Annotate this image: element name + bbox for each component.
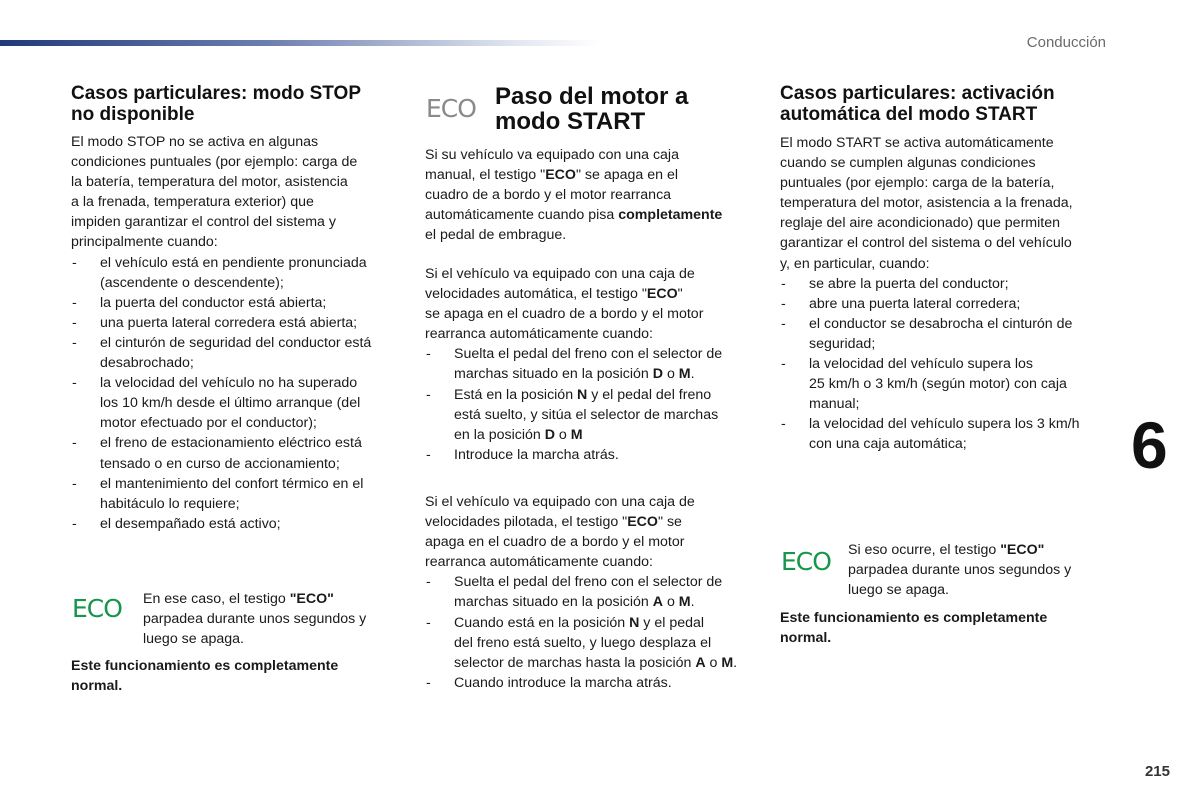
list-item: - la puerta del conductor está abierta; bbox=[71, 293, 401, 313]
col3-condition-list bbox=[780, 274, 1110, 455]
col2-piloted-list bbox=[425, 572, 755, 693]
col3-intro-line: y, en particular, cuando: bbox=[780, 255, 930, 272]
col3-intro-line: garantizar el control del sistema o del vehículo bbox=[780, 235, 1072, 252]
list-item: - el conductor se desabrocha el cinturón de seguridad; bbox=[780, 314, 1110, 354]
col2-automatic-paragraph: Si el vehículo va equipado con una caja de velocidades automática, el testigo "ECO" se apaga en el cuadro de a bordo y el motor rearranca automáticamente cuando: - Suelta el pedal del freno con el selector de marchas situado en la posición D o M. - Está en la posición N y el pedal del freno está suelto, y sitúa el selector de marchas en la posición D o M - Introduce la marcha atrás. bbox=[425, 264, 755, 465]
chapter-number: 6 bbox=[1131, 408, 1168, 482]
list-item: - Cuando está en la posición N y el pedal del freno está suelto, y luego desplaza el selector de marchas hasta la posición A o M. bbox=[425, 613, 755, 673]
col1-intro-line: a la frenada, temperatura exterior) que bbox=[71, 194, 314, 211]
col2-piloted-paragraph: Si el vehículo va equipado con una caja de velocidades pilotada, el testigo "ECO" se apaga en el cuadro de a bordo y el motor rearranca automáticamente cuando: - Suelta el pedal del freno con el selector de marchas situado en la posición A o M. - Cuando está en la posición N y el pedal del freno está suelto, y luego desplaza el selector de marchas hasta la posición A o M. - Cuando introduce la marcha atrás. bbox=[425, 492, 755, 693]
list-item: - la velocidad del vehículo supera los 25 km/h o 3 km/h (según motor) con caja manual; bbox=[780, 354, 1110, 414]
col3-intro-line: reglaje del aire acondicionado) que permiten bbox=[780, 215, 1060, 232]
col2-manual-paragraph: Si su vehículo va equipado con una caja manual, el testigo "ECO" se apaga en el cuadro de a bordo y el motor rearranca automáticamente cuando pisa completamente el pedal de embrague. bbox=[425, 147, 723, 244]
col2-heading bbox=[495, 84, 765, 134]
col3-normal-note: Este funcionamiento es completamente normal. bbox=[780, 610, 1048, 647]
list-item: - Introduce la marcha atrás. bbox=[425, 445, 755, 465]
col3-title-line2: automática del modo START bbox=[780, 104, 1038, 125]
col1-intro bbox=[71, 132, 401, 534]
eco-green-icon: ECO bbox=[781, 547, 831, 576]
col1-normal-note: Este funcionamiento es completamente normal. bbox=[71, 658, 339, 695]
col3-heading bbox=[780, 83, 1110, 125]
page-number: 215 bbox=[1144, 763, 1170, 780]
col1-intro-line: condiciones puntuales (por ejemplo: carga de bbox=[71, 154, 358, 171]
list-item: - la velocidad del vehículo supera los 3 km/h con una caja automática; bbox=[780, 414, 1110, 454]
col3-eco-note: Si eso ocurre, el testigo "ECO" parpadea durante unos segundos y luego se apaga. bbox=[848, 542, 1072, 599]
list-item: - el vehículo está en pendiente pronunciada (ascendente o descendente); bbox=[71, 253, 401, 293]
list-item: - se abre la puerta del conductor; bbox=[780, 274, 1110, 294]
col1-title-line2: no disponible bbox=[71, 104, 195, 125]
col1-title-line1: Casos particulares: modo STOP bbox=[71, 83, 362, 104]
list-item: - Suelta el pedal del freno con el selector de marchas situado en la posición A o M. bbox=[425, 572, 755, 612]
col1-condition-list bbox=[71, 253, 401, 534]
list-item: - Cuando introduce la marcha atrás. bbox=[425, 673, 755, 693]
list-item: - el mantenimiento del confort térmico en el habitáculo lo requiere; bbox=[71, 474, 401, 514]
col3-title-line1: Casos particulares: activación bbox=[780, 83, 1055, 104]
col1-intro-line: impiden garantizar el control del sistema y bbox=[71, 214, 336, 231]
col2-automatic-list bbox=[425, 344, 755, 465]
col2-title-line2: modo START bbox=[495, 108, 646, 135]
col3-intro-line: puntuales (por ejemplo: carga de la batería, bbox=[780, 175, 1055, 192]
eco-grey-icon: ECO bbox=[426, 94, 476, 123]
col1-eco-note: En ese caso, el testigo "ECO" parpadea durante unos segundos y luego se apaga. bbox=[143, 591, 367, 648]
col1-heading bbox=[71, 83, 401, 125]
list-item: - el cinturón de seguridad del conductor está desabrochado; bbox=[71, 333, 401, 373]
list-item: - el freno de estacionamiento eléctrico está tensado o en curso de accionamiento; bbox=[71, 433, 401, 473]
section-title: Conducción bbox=[1026, 34, 1106, 51]
col3-intro-line: temperatura del motor, asistencia a la frenada, bbox=[780, 195, 1073, 212]
list-item: - una puerta lateral corredera está abierta; bbox=[71, 313, 401, 333]
col3-intro-line: El modo START se activa automáticamente bbox=[780, 135, 1054, 151]
col1-intro-line: la batería, temperatura del motor, asistencia bbox=[71, 174, 348, 191]
eco-green-icon: ECO bbox=[72, 594, 122, 623]
list-item: - Está en la posición N y el pedal del freno está suelto, y sitúa el selector de marchas en la posición D o M bbox=[425, 385, 755, 445]
col2-title-line1: Paso del motor a bbox=[495, 83, 689, 110]
col1-intro-line: principalmente cuando: bbox=[71, 234, 218, 251]
col3-intro bbox=[780, 133, 1110, 455]
header-accent-bar bbox=[0, 40, 600, 46]
col1-intro-line: El modo STOP no se activa en algunas bbox=[71, 134, 319, 150]
list-item: - abre una puerta lateral corredera; bbox=[780, 294, 1110, 314]
list-item: - Suelta el pedal del freno con el selector de marchas situado en la posición D o M. bbox=[425, 344, 755, 384]
list-item: - el desempañado está activo; bbox=[71, 514, 401, 534]
col3-intro-line: cuando se cumplen algunas condiciones bbox=[780, 155, 1036, 172]
list-item: - la velocidad del vehículo no ha superado los 10 km/h desde el último arranque (del motor efectuado por el conductor); bbox=[71, 373, 401, 433]
